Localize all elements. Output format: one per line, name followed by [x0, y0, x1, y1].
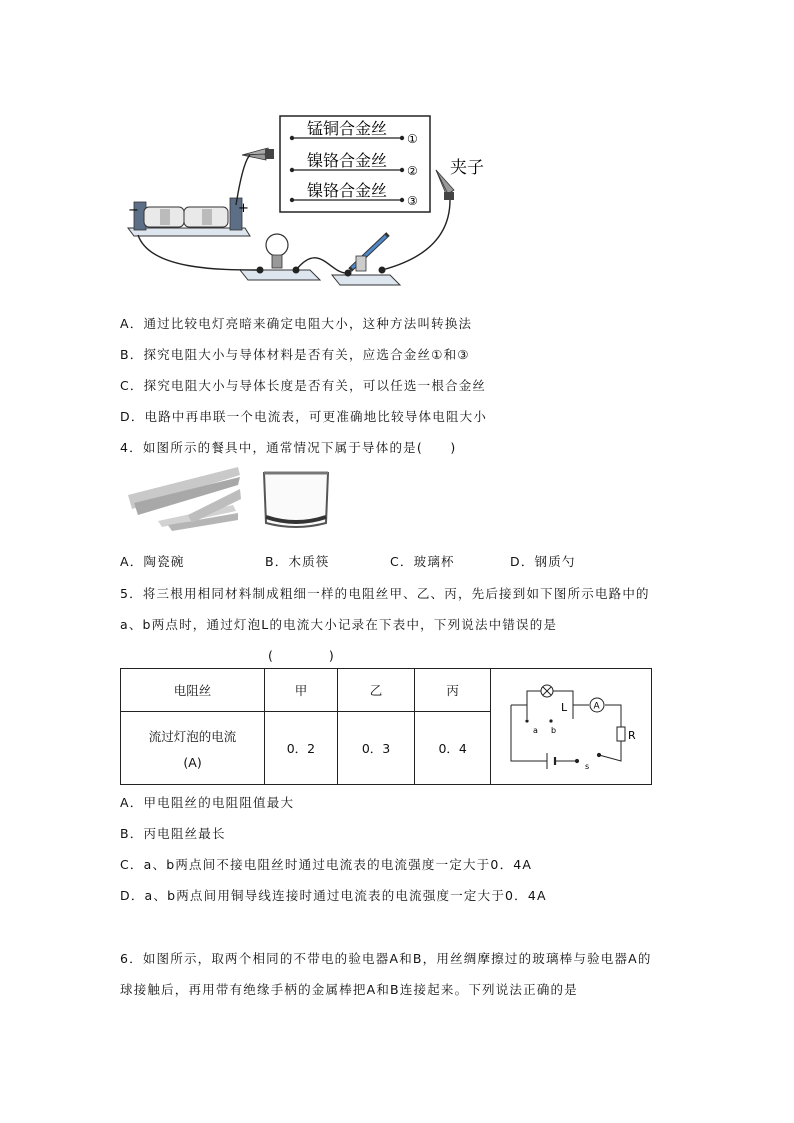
- table-header-bing: 丙: [415, 669, 491, 712]
- q5-option-a: A．甲电阻丝的电阻阻值最大: [120, 795, 295, 810]
- wire-3-number: ③: [407, 194, 418, 208]
- clip-label: 夹子: [450, 158, 484, 178]
- table-row-label-line2: (A): [183, 754, 202, 770]
- q5-option-d: D．a、b两点间用铜导线连接时通过电流表的电流强度一定大于0．4A: [120, 888, 547, 903]
- wire-2-label: 镍铬合金丝: [307, 151, 388, 170]
- point-a: [525, 719, 528, 722]
- q6-line2: 球接触后，再用带有绝缘手柄的金属棒把A和B连接起来。下列说法正确的是: [120, 982, 578, 997]
- q3-option-b: B．探究电阻大小与导体材料是否有关，应选合金丝①和③: [120, 347, 470, 362]
- q5-table: [120, 668, 652, 785]
- chopsticks-image: [128, 467, 241, 531]
- wire-1-number: ①: [407, 132, 418, 146]
- table-row-label-line1: 流过灯泡的电流: [148, 728, 237, 744]
- wire-2-number: ②: [407, 164, 418, 178]
- battery-holder: [128, 198, 250, 236]
- table-circuit-cell: [491, 669, 652, 785]
- a-label: a: [533, 726, 538, 735]
- battery-plus: +: [238, 201, 249, 216]
- ammeter-label: A: [593, 701, 600, 712]
- q3-option-a: A．通过比较电灯亮暗来确定电阻大小，这种方法叫转换法: [120, 316, 473, 331]
- q5-option-b: B．丙电阻丝最长: [120, 826, 226, 841]
- switch-label: s: [585, 762, 590, 771]
- q4-option-c: C．玻璃杯: [390, 554, 455, 569]
- lamp-label: L: [561, 701, 568, 714]
- q4-option-d: D．钢质勺: [510, 554, 576, 569]
- ammeter-symbol: [590, 698, 604, 712]
- resistor-label: R: [628, 729, 636, 742]
- q5-stem-line2: a、b两点时，通过灯泡L的电流大小记录在下表中，下列说法中错误的是: [120, 617, 558, 632]
- q4-option-b: B．木质筷: [265, 554, 330, 569]
- wire-1-label: 锰铜合金丝: [307, 119, 388, 138]
- q6-line1: 6．如图所示，取两个相同的不带电的验电器A和B，用丝绸摩擦过的玻璃棒与验电器A的: [120, 951, 652, 966]
- bulb: [240, 234, 320, 280]
- q4-stem: 4．如图所示的餐具中，通常情况下属于导体的是( ): [120, 440, 457, 455]
- table-header-yi: 乙: [337, 669, 415, 712]
- table-header-wire: 电阻丝: [121, 669, 265, 712]
- table-row-label: [121, 712, 265, 785]
- q5-bracket: ( ): [268, 648, 335, 663]
- b-label: b: [551, 726, 557, 735]
- q5-option-c: C．a、b两点间不接电阻丝时通过电流表的电流强度一定大于0．4A: [120, 857, 533, 872]
- left-clip: [242, 148, 274, 160]
- wire-3-label: 镍铬合金丝: [307, 181, 388, 200]
- battery-minus: −: [128, 203, 139, 218]
- resistor-symbol: [617, 727, 625, 741]
- table-value-yi: 0．3: [337, 712, 415, 785]
- q3-circuit-figure: [120, 110, 500, 295]
- lamp-symbol: [541, 685, 553, 697]
- table-header-jia: 甲: [265, 669, 338, 712]
- q5-stem-line1: 5．将三根用相同材料制成粗细一样的电阻丝甲、乙、丙，先后接到如下图所示电路中的: [120, 586, 650, 601]
- q5-circuit-diagram: [491, 669, 651, 781]
- table-value-jia: 0．2: [265, 712, 338, 785]
- q3-option-c: C．探究电阻大小与导体长度是否有关，可以任选一根合金丝: [120, 378, 487, 393]
- point-b: [549, 719, 552, 722]
- q4-images: [128, 465, 348, 537]
- knife-switch: [332, 234, 400, 285]
- glass-cup-image: [264, 473, 328, 527]
- table-value-bing: 0．4: [415, 712, 491, 785]
- q3-option-d: D．电路中再串联一个电流表，可更准确地比较导体电阻大小: [120, 409, 488, 424]
- q4-option-a: A．陶瓷碗: [120, 554, 185, 569]
